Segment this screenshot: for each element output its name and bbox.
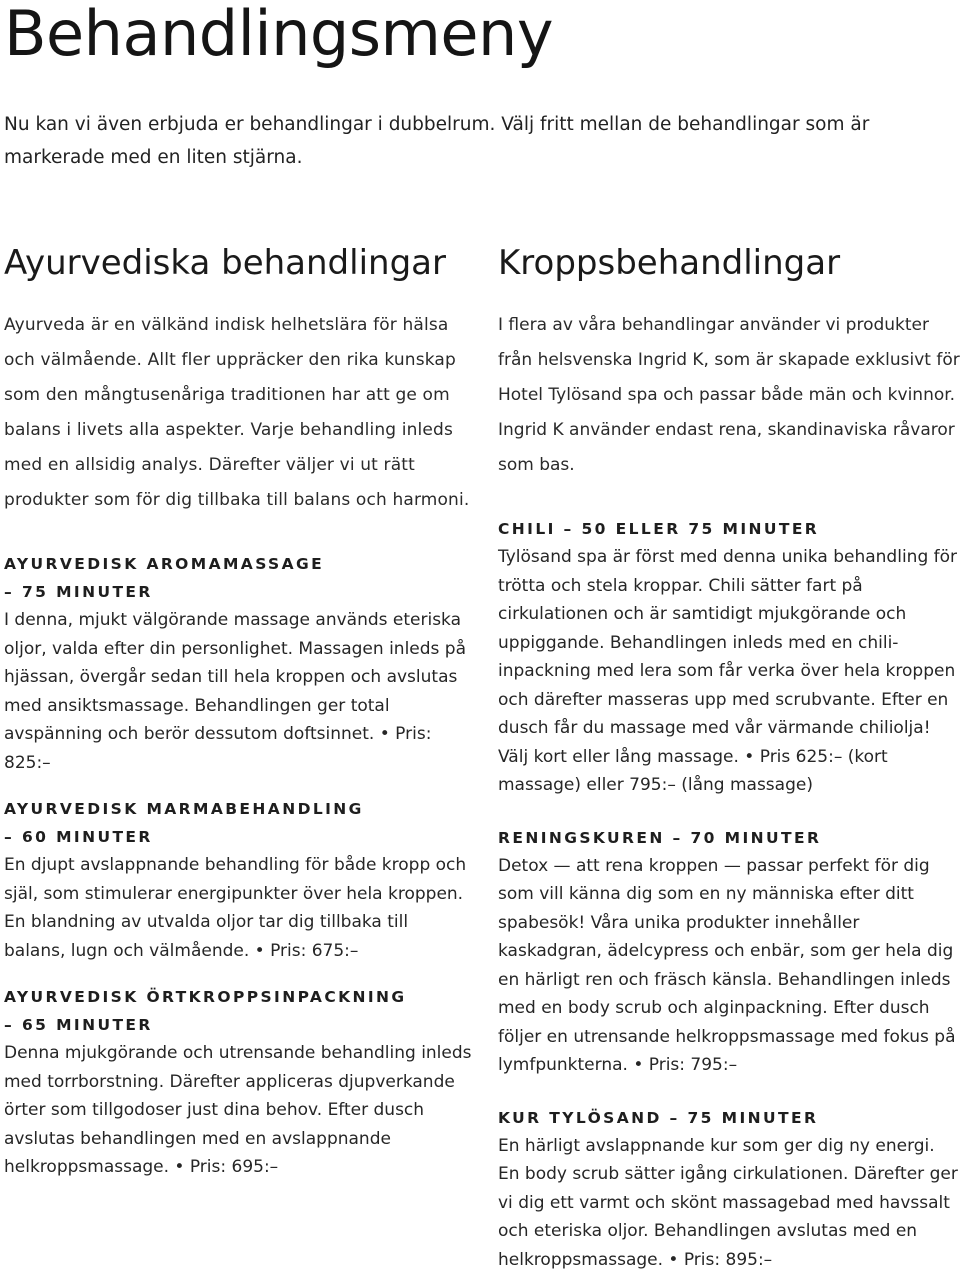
treatment-description: Detox — att rena kroppen — passar perfekt för dig som vill känna dig som en ny människa efter ditt spabesök! Våra unika produkter innehåller kaskadgran, ädelcypress och enbär, som ger hela dig en härligt ren och fräsch känsla. Behandlingen inleds med en body scrub och alginpackning. Efter dusch följer en utrensande helkroppsmassage med fokus på lymfpunkterna. • Pris: 795:– (498, 852, 960, 1080)
intro-text: Nu kan vi även erbjuda er behandlingar i dubbelrum. Välj fritt mellan de behandlingar som är markerade med en liten stjärna. (4, 108, 904, 174)
treatment-title-line: AYURVEDISK AROMAMASSAGE (4, 550, 474, 578)
treatment-duration: – 75 MINUTER (4, 578, 474, 606)
treatment-description: En härligt avslappnande kur som ger dig ny energi. En body scrub sätter igång cirkulationen. Därefter ger vi dig ett varmt och skönt massagebad med havssalt och eteriska oljor. Behandlingen avslutas med en helkroppsmassage. • Pris: 895:– (498, 1132, 960, 1274)
treatment-description: Denna mjukgörande och utrensande behandling inleds med torrborstning. Därefter appliceras djupverkande örter som tillgodoser just dina behov. Efter dusch avslutas behandlingen med en avslappnande helkroppsmassage. • Pris: 695:– (4, 1039, 474, 1182)
treatment-title-line: AYURVEDISK ÖRTKROPPSINPACKNING (4, 983, 474, 1011)
treatment-title (4, 550, 474, 606)
ayurveda-heading: Ayurvediska behandlingar (4, 238, 474, 288)
treatment-title: RENINGSKUREN – 70 MINUTER (498, 824, 960, 852)
body-treatments-lead: I flera av våra behandlingar använder vi produkter från helsvenska Ingrid K, som är skapade exklusivt för Hotel Tylösand spa och passar både män och kvinnor. Ingrid K använder endast rena, skandinaviska råvaror som bas. (498, 308, 960, 483)
treatment-item (498, 824, 960, 1080)
treatment-description: I denna, mjukt välgörande massage används eteriska oljor, valda efter din personlighet. Massagen inleds på hjässan, övergår sedan till hela kroppen och avslutas med ansiktsmassage. Behandlingen ger total avspänning och berör dessutom doftsinnet. • Pris: 825:– (4, 606, 474, 777)
treatment-item (498, 515, 960, 800)
treatment-item (498, 1104, 960, 1274)
body-treatments-heading: Kroppsbehandlingar (498, 238, 960, 288)
page-title: Behandlingsmeny (4, 0, 553, 74)
treatment-duration: – 65 MINUTER (4, 1011, 474, 1039)
treatment-title (4, 983, 474, 1039)
treatment-item (4, 983, 474, 1182)
treatment-description: Tylösand spa är först med denna unika behandling för trötta och stela kroppar. Chili sätter fart på cirkulationen och är samtidigt mjukgörande och uppiggande. Behandlingen inleds med en chili-inpackning med lera som får verka över hela kroppen och därefter masseras upp med scrubvante. Efter en dusch får du massage med vår värmande chiliolja! Välj kort eller lång massage. • Pris 625:– (kort massage) eller 795:– (lång massage) (498, 543, 960, 800)
body-treatments-section (498, 238, 960, 1274)
treatment-title: KUR TYLÖSAND – 75 MINUTER (498, 1104, 960, 1132)
treatment-item (4, 795, 474, 965)
treatment-title (4, 795, 474, 851)
treatment-description: En djupt avslappnande behandling för både kropp och själ, som stimulerar energipunkter över hela kroppen. En blandning av utvalda oljor tar dig tillbaka till balans, lugn och välmående. • Pris: 675:– (4, 851, 474, 965)
ayurveda-section (4, 238, 474, 1182)
treatment-item (4, 550, 474, 777)
ayurveda-lead: Ayurveda är en välkänd indisk helhetslära för hälsa och välmående. Allt fler uppräcker den rika kunskap som den mångtusenåriga traditionen har att ge om balans i livets alla aspekter. Varje behandling inleds med en allsidig analys. Därefter väljer vi ut rätt produkter som för dig tillbaka till balans och harmoni. (4, 308, 474, 518)
treatment-title: CHILI – 50 ELLER 75 MINUTER (498, 515, 960, 543)
treatment-title-line: AYURVEDISK MARMABEHANDLING (4, 795, 474, 823)
treatment-duration: – 60 MINUTER (4, 823, 474, 851)
